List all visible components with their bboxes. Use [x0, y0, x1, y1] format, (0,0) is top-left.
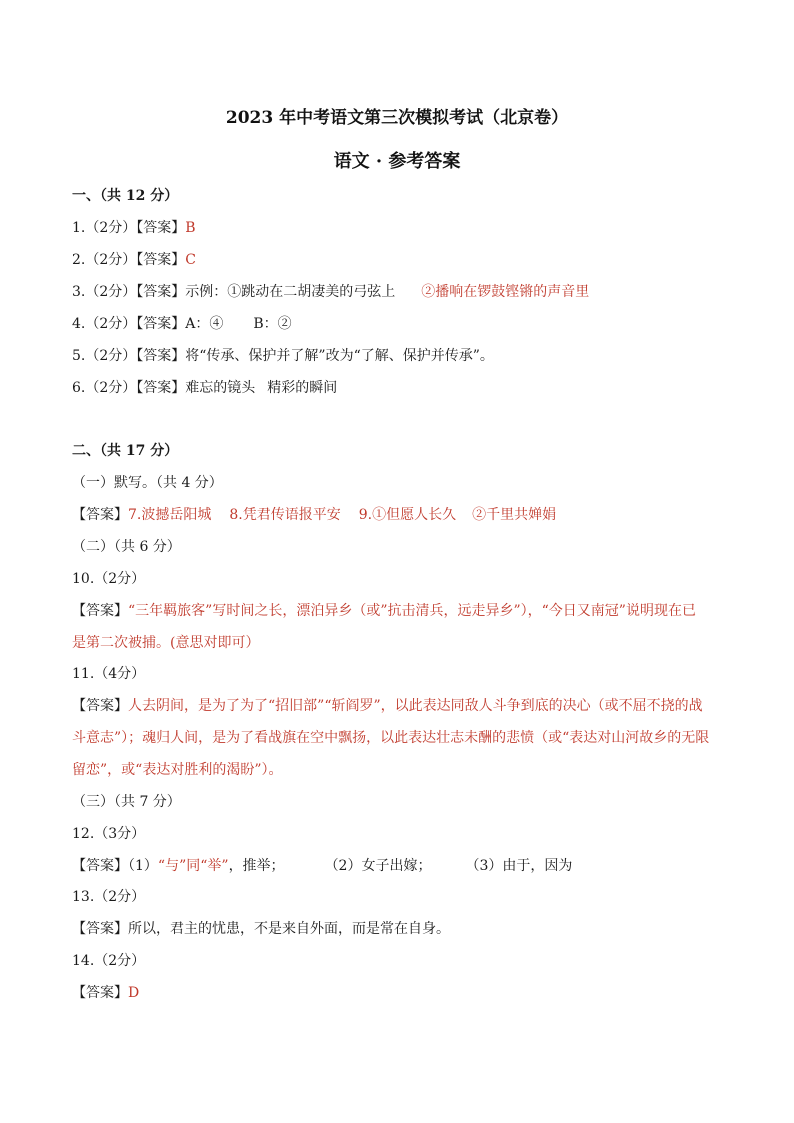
- answer-tag: 【答案】: [72, 921, 128, 937]
- answer-text-a: A：④: [185, 316, 224, 332]
- question-12: 12.（3分）: [72, 826, 146, 842]
- answer-7: 7.波撼岳阳城: [128, 507, 212, 523]
- answer-tag: 【答案】: [72, 698, 128, 714]
- answer-text-a: 难忘的镜头: [185, 380, 256, 396]
- answer-tag: 【答案】: [136, 348, 186, 364]
- answer-text-red: ②播响在锣鼓铿锵的声音里: [421, 284, 590, 300]
- answer-11-text: 人去阴间，是为了为了“招旧部”“斩阎罗”，以此表达同敌人斗争到底的决心（或不屈不挠的战: [128, 698, 703, 714]
- question-number: 3.（2分）: [72, 284, 137, 300]
- answer-12: [72, 856, 734, 876]
- answer-tag: 【答案】: [136, 284, 186, 300]
- answer-14-text: D: [128, 985, 140, 1001]
- answer-text: 将“传承、保护并了解”改为“了解、保护并传承”。: [185, 348, 494, 364]
- answer-11-line2: 斗意志”）；魂归人间，是为了看战旗在空中飘扬，以此表达壮志未酬的悲愤（或“表达对山河故乡的无限: [72, 730, 710, 746]
- section2-heading: 二、（共 17 分）: [72, 443, 179, 459]
- answer-text: 示例：①跳动在二胡凄美的弓弦上: [185, 284, 396, 300]
- section1-heading: 一、（共 12 分）: [72, 188, 179, 204]
- question-number: 2.（2分）: [72, 252, 137, 268]
- answer-11-line3: 留恋”，或“表达对胜利的渴盼”）。: [72, 762, 283, 778]
- answer-tag: 【答案】: [136, 252, 186, 268]
- answer-10-line1: [72, 601, 734, 621]
- answer-text: C: [185, 252, 196, 268]
- question-number: 5.（2分）: [72, 348, 137, 364]
- answer-13-text: 所以，君主的忧患，不是来自外面，而是常在自身。: [128, 921, 450, 937]
- question-13: 13.（2分）: [72, 889, 146, 905]
- question-14: 14.（2分）: [72, 953, 146, 969]
- answer-line-3: [72, 282, 734, 302]
- part1-answers: [72, 505, 734, 525]
- answer-line-2: [72, 250, 734, 270]
- answer-text-b: B：②: [253, 316, 292, 332]
- page-subtitle: 语文 · 参考答案: [333, 151, 461, 172]
- answer-line-6: [72, 378, 734, 398]
- answer-11-line1: [72, 696, 734, 716]
- answer-tag: 【答案】: [72, 858, 128, 874]
- answer-12-3: （3）由于，因为: [465, 858, 573, 874]
- answer-9a: 9.①但愿人长久: [358, 507, 457, 523]
- answer-tag: 【答案】: [136, 380, 186, 396]
- answer-text-b: 精彩的瞬间: [267, 380, 338, 396]
- answer-tag: 【答案】: [72, 603, 128, 619]
- answer-10-text: “三年羁旅客”写时间之长，漂泊异乡（或”抗击清兵，远走异乡”），“今日又南冠”说明现在已: [128, 603, 696, 619]
- part1-heading: （一）默写。（共 4 分）: [72, 475, 223, 491]
- answer-10-line2: 是第二次被捕。(意思对即可）: [72, 635, 260, 651]
- question-number: 1.（2分）: [72, 220, 137, 236]
- answer-line-5: [72, 346, 734, 366]
- answer-13: [72, 919, 734, 939]
- question-number: 4.（2分）: [72, 316, 137, 332]
- question-10: 10.（2分）: [72, 571, 146, 587]
- answer-8: 8.凭君传语报平安: [229, 507, 341, 523]
- answer-12-1a: （1）: [128, 858, 158, 874]
- answer-tag: 【答案】: [136, 220, 186, 236]
- answer-tag: 【答案】: [72, 985, 128, 1001]
- answer-12-1b: “与”同“举”: [157, 858, 229, 874]
- answer-12-2: （2）女子出嫁；: [324, 858, 432, 874]
- answer-line-4: [72, 314, 734, 334]
- question-11: 11.（4分）: [72, 666, 146, 682]
- answer-tag: 【答案】: [136, 316, 186, 332]
- part3-heading: （三）（共 7 分）: [72, 794, 181, 810]
- question-number: 6.（2分）: [72, 380, 137, 396]
- part2-heading: （二）（共 6 分）: [72, 539, 181, 555]
- answer-text: B: [185, 220, 196, 236]
- answer-line-1: [72, 218, 734, 238]
- answer-tag: 【答案】: [72, 507, 128, 523]
- answer-12-1c: ，推举；: [228, 858, 285, 874]
- page-title: 2023 年中考语文第三次模拟考试（北京卷）: [225, 108, 569, 128]
- answer-9b: ②千里共婵娟: [472, 507, 557, 523]
- answer-14: [72, 983, 734, 1003]
